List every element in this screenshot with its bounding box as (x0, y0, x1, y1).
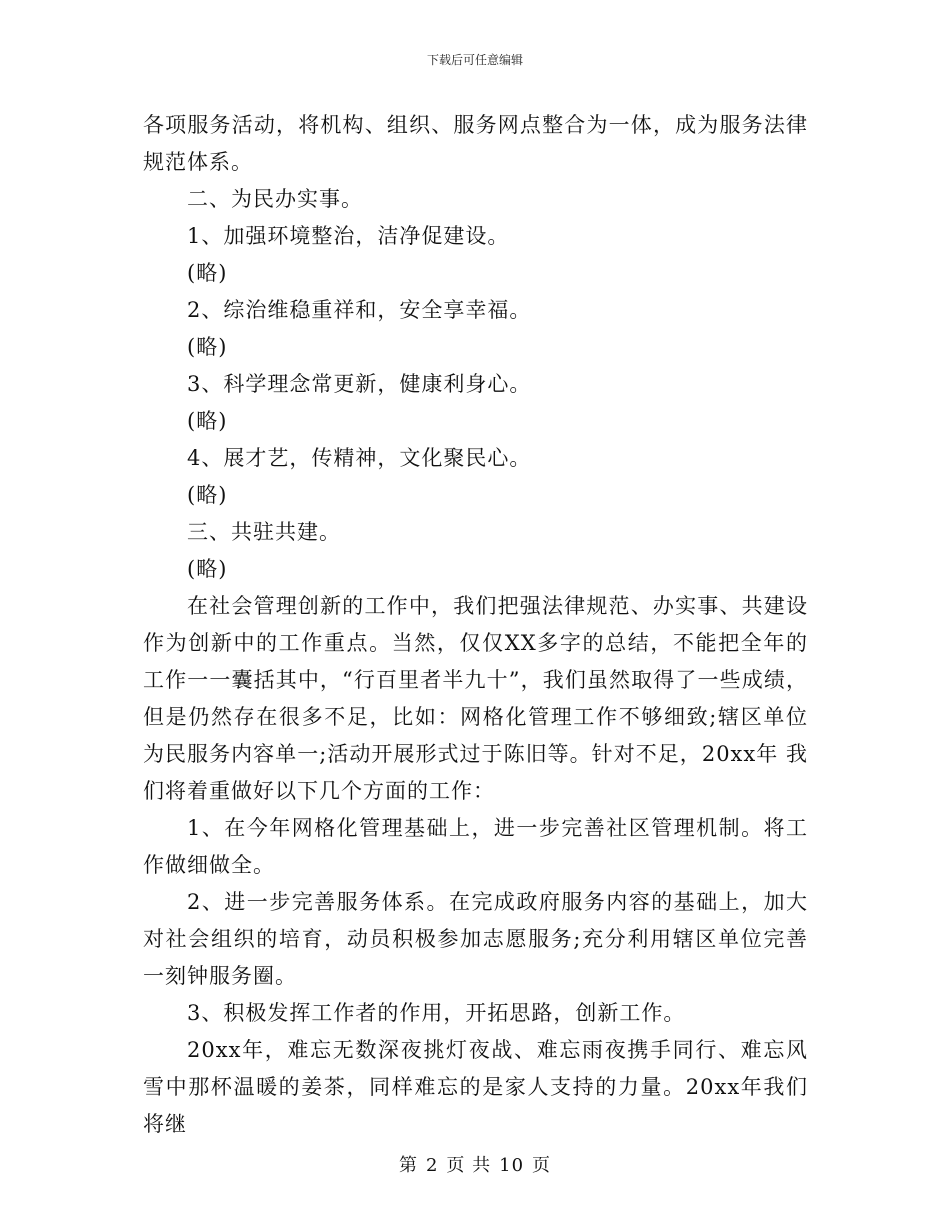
omitted-note: (略) (187, 261, 228, 285)
section-heading-3: 三、共驻共建。 (187, 520, 341, 544)
omitted-note: (略) (187, 557, 228, 581)
footer-middle: 页 共 (446, 1155, 492, 1176)
omitted-note: (略) (187, 335, 228, 359)
footer-suffix: 页 (532, 1155, 552, 1176)
item-heading-2: 2、综治维稳重祥和，安全享幸福。 (187, 298, 532, 322)
page-footer (0, 1154, 950, 1178)
document-body (143, 107, 808, 1143)
footer-total-pages: 10 (499, 1155, 525, 1176)
page-header: 下载后可任意编辑 (426, 53, 523, 67)
section-heading-2: 二、为民办实事。 (187, 187, 363, 211)
footer-page-number: 2 (425, 1155, 439, 1176)
plan-item-3: 3、积极发挥工作者的作用，开拓思路，创新工作。 (187, 1001, 686, 1025)
closing-paragraph: 20xx年，难忘无数深夜挑灯夜战、难忘雨夜携手同行、难忘风雪中那杯温暖的姜茶，同样难忘的是家人支持的力量。20xx年我们将继 (143, 1038, 808, 1136)
item-heading-4: 4、展才艺，传精神，文化聚民心。 (187, 446, 532, 470)
item-heading-1: 1、加强环境整治，洁净促建设。 (187, 224, 510, 248)
omitted-note: (略) (187, 483, 228, 507)
item-heading-3: 3、科学理念常更新，健康利身心。 (187, 372, 532, 396)
omitted-note: (略) (187, 409, 228, 433)
plan-item-2: 2、进一步完善服务体系。在完成政府服务内容的基础上，加大对社会组织的培育，动员积极参加志愿服务;充分利用辖区单位完善一刻钟服务圈。 (143, 890, 808, 988)
summary-paragraph: 在社会管理创新的工作中，我们把强法律规范、办实事、共建设作为创新中的工作重点。当然，仅仅XX多字的总结，不能把全年的工作一一囊括其中，“行百里者半九十”，我们虽然取得了一些成绩，但是仍然存在很多不足，比如：网格化管理工作不够细致;辖区单位为民服务内容单一;活动开展形式过于陈旧等。针对不足，20xx年 我们将着重做好以下几个方面的工作： (143, 594, 808, 803)
footer-prefix: 第 (398, 1155, 418, 1176)
paragraph-continued: 各项服务活动，将机构、组织、服务网点整合为一体，成为服务法律规范体系。 (143, 113, 808, 174)
plan-item-1: 1、在今年网格化管理基础上，进一步完善社区管理机制。将工作做细做全。 (143, 816, 808, 877)
